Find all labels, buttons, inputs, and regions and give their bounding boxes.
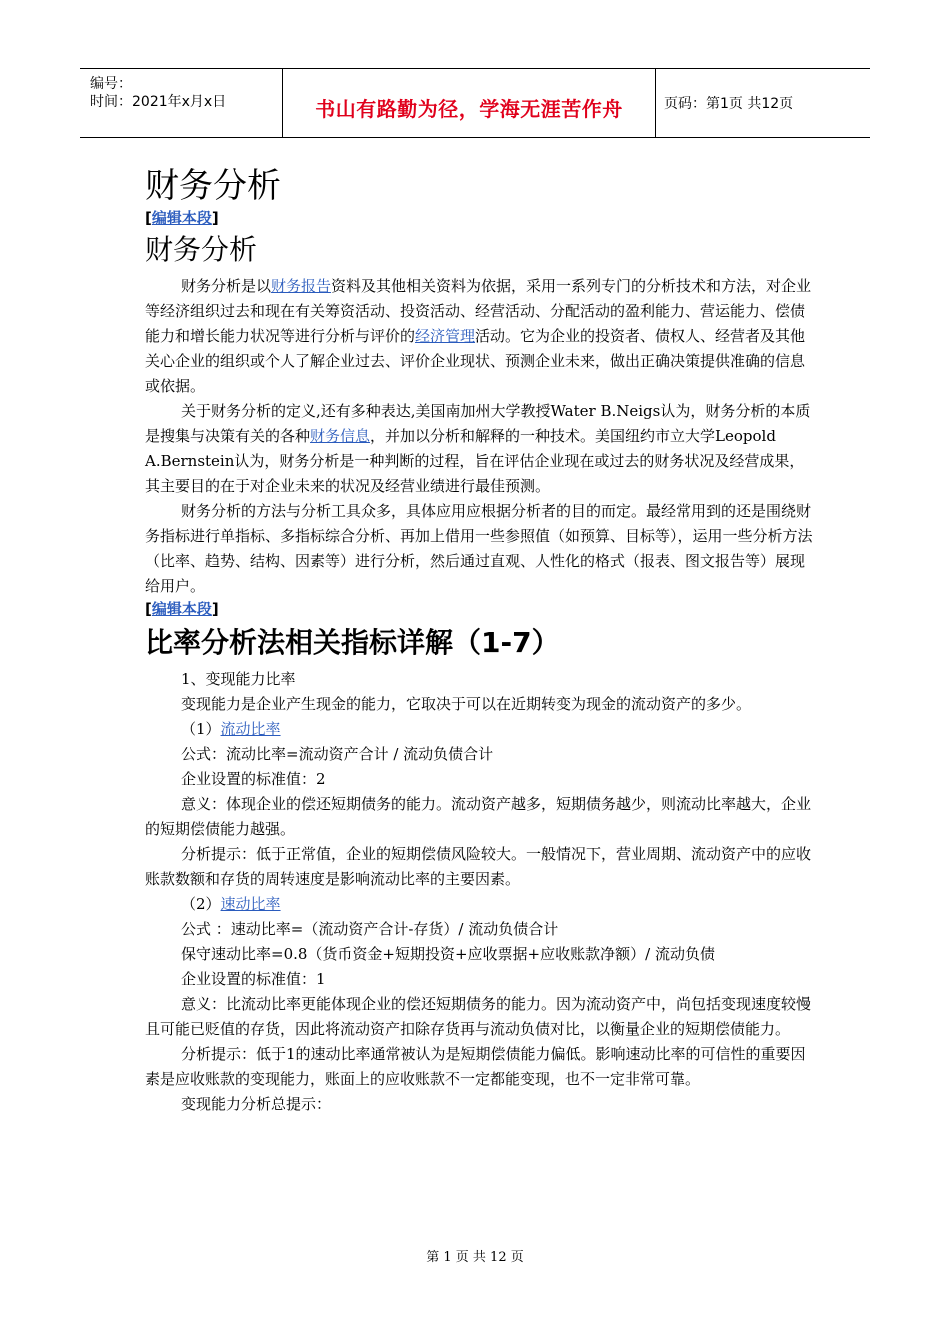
- quick-ratio-tip: 分析提示：低于1的速动比率通常被认为是短期偿债能力偏低。影响速动比率的可信性的重要因素是应收账款的变现能力，账面上的应收账款不一定都能变现，也不一定非常可靠。: [145, 1045, 806, 1088]
- time-label: 时间：2021年x月x日: [90, 94, 227, 110]
- section-heading-ratio-analysis: 比率分析法相关指标详解（1-7）: [145, 626, 560, 659]
- header-table: [80, 68, 870, 138]
- current-ratio-tip: 分析提示：低于正常值，企业的短期偿债风险较大。一般情况下，营业周期、流动资产中的应收账款数额和存货的周转速度是影响流动比率的主要因素。: [145, 845, 812, 888]
- current-ratio-standard: 企业设置的标准值：2: [181, 770, 326, 788]
- paragraph-methods: 财务分析的方法与分析工具众多，具体应用应根据分析者的目的而定。最经常用到的还是围绕财务指标进行单指标、多指标综合分析、再加上借用一些参照值（如预算、目标等），运用一些分析方法（比率、趋势、结构、因素等）进行分析，然后通过直观、人性化的格式（报表、图文报告等）展现给用户。: [145, 502, 813, 595]
- header-left-cell: [80, 69, 283, 137]
- item-liquidity-ratios: 1、变现能力比率: [181, 670, 296, 688]
- link-financial-information[interactable]: 财务信息: [310, 427, 371, 445]
- quick-ratio-meaning: 意义：比流动比率更能体现企业的偿还短期债务的能力。因为流动资产中，尚包括变现速度较慢且可能已贬值的存货，因此将流动资产扣除存货再与流动负债对比，以衡量企业的短期偿债能力。: [145, 995, 812, 1038]
- number-label: 编号：: [90, 76, 132, 92]
- edit-link[interactable]: 编辑本段: [151, 209, 212, 227]
- page-label: 页码：第1页 共12页: [664, 96, 794, 112]
- edit-link[interactable]: 编辑本段: [151, 600, 212, 618]
- document-body: [145, 150, 817, 1117]
- quick-ratio-formula-conservative: 保守速动比率=0.8（货币资金+短期投资+应收票据+应收账款净额）/ 流动负债: [181, 945, 715, 963]
- current-ratio-formula: 公式：流动比率=流动资产合计 / 流动负债合计: [181, 745, 494, 763]
- link-quick-ratio[interactable]: 速动比率: [220, 895, 281, 913]
- link-economic-management[interactable]: 经济管理: [415, 327, 476, 345]
- header-middle-cell: [283, 69, 656, 137]
- section-heading-finance: 财务分析: [145, 233, 258, 266]
- edit-section-link-1: [编辑本段]: [145, 209, 219, 227]
- link-financial-report[interactable]: 财务报告: [271, 277, 332, 295]
- current-ratio-title: （1）流动比率: [181, 720, 281, 738]
- header-right-cell: [656, 69, 870, 137]
- quick-ratio-formula: 公式 ：速动比率=（流动资产合计-存货）/ 流动负债合计: [181, 920, 559, 938]
- edit-section-link-2: [编辑本段]: [145, 600, 219, 618]
- page-title: 财务分析: [145, 166, 281, 206]
- quick-ratio-title: （2）速动比率: [181, 895, 281, 913]
- motto: 书山有路勤为径，学海无涯苦作舟: [315, 97, 623, 121]
- link-current-ratio[interactable]: 流动比率: [220, 720, 281, 738]
- current-ratio-meaning: 意义：体现企业的偿还短期债务的能力。流动资产越多，短期债务越少，则流动比率越大，企业的短期偿债能力越强。: [145, 795, 812, 838]
- paragraph-other-definitions: 关于财务分析的定义,还有多种表达,美国南加州大学教授Water B.Neigs认为，财务分析的本质是搜集与决策有关的各种财务信息，并加以分析和解释的一种技术。美国纽约市立大学Leopold A.Bernstein认为，财务分析是一种判断的过程，旨在评估企业现在或过去的财务状况及经营成果，其主要目的在于对企业未来的状况及经营业绩进行最佳预测。: [145, 402, 811, 495]
- paragraph-definition: 财务分析是以财务报告资料及其他相关资料为依据，采用一系列专门的分析技术和方法，对企业等经济组织过去和现在有关筹资活动、投资活动、经营活动、分配活动的盈利能力、营运能力、偿债能力和增长能力状况等进行分析与评价的经济管理活动。它为企业的投资者、债权人、经营者及其他关心企业的组织或个人了解企业过去、评价企业现状、预测企业未来，做出正确决策提供准确的信息或依据。: [145, 277, 812, 395]
- liquidity-summary: 变现能力分析总提示：: [181, 1095, 332, 1113]
- liquidity-description: 变现能力是企业产生现金的能力，它取决于可以在近期转变为现金的流动资产的多少。: [181, 695, 752, 713]
- page-footer: 第 1 页 共 12 页: [426, 1250, 524, 1265]
- quick-ratio-standard: 企业设置的标准值：1: [181, 970, 326, 988]
